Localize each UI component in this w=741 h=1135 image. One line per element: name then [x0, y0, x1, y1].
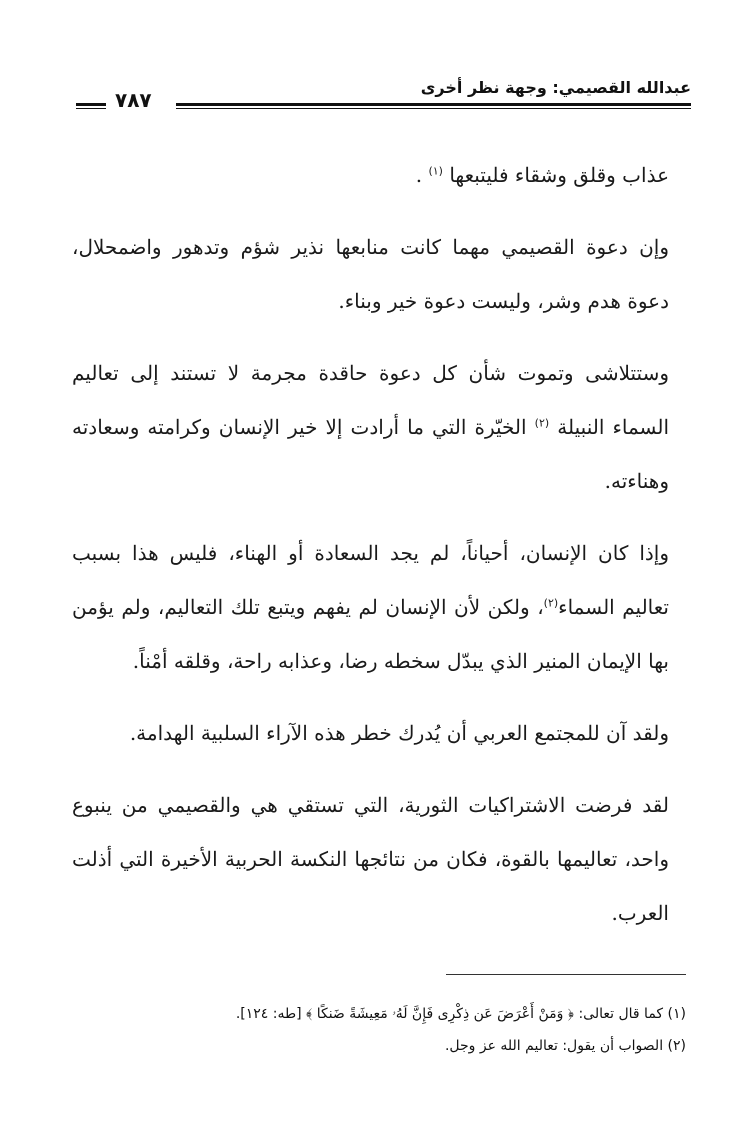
paragraph-4-after: ، ولكن لأن الإنسان لم يفهم ويتبع تلك التعاليم، ولم يؤمن بها الإيمان المنير الذي يبدّل سخطه رضا، وعذابه راحة، وقلقه أمْناً. [72, 595, 669, 673]
footnote-marker-1: (١) [428, 164, 443, 178]
paragraph-3-before: وستتلاشى وتموت شأن كل دعوة حاقدة مجرمة لا تستند إلى تعاليم السماء النبيلة [72, 361, 670, 439]
footnote-separator [446, 974, 686, 975]
paragraph-3-after: الخيّرة التي ما أرادت إلا خير الإنسان وكرامته وسعادته وهناءته. [72, 415, 669, 493]
footnote-marker-2: (٢) [534, 416, 550, 430]
body-text [72, 148, 669, 958]
paragraph-1-tail: . [415, 163, 423, 187]
paragraph-4 [72, 526, 669, 688]
footnote-2: (٢) الصواب أن يقول: تعاليم الله عز وجل. [444, 1038, 686, 1054]
paragraph-3 [72, 346, 669, 508]
paragraph-6: لقد فرضت الاشتراكيات الثورية، التي تستقي هي والقصيمي من ينبوع واحد، تعاليمها بالقوة، فكان من نتائجها النكسة الحربية الأخيرة التي أذلت العرب. [72, 793, 669, 925]
footnotes [72, 998, 686, 1062]
footnote-marker-2b: (٢) [543, 596, 559, 610]
paragraph-2: وإن دعوة القصيمي مهما كانت منابعها نذير شؤم وتدهور واضمحلال، دعوة هدم وشر، وليست دعوة خير وبناء. [72, 235, 669, 313]
page-number: ٧٨٧ [115, 88, 152, 112]
footnote-1: (١) كما قال تعالى: ﴿ وَمَنْ أَعْرَضَ عَن ذِكْرِى فَإِنَّ لَهُۥ مَعِيشَةً ضَنكًا ﴾ [طه: ١٢٤]. [235, 1006, 686, 1022]
paragraph-5: ولقد آن للمجتمع العربي أن يُدرك خطر هذه الآراء السلبية الهدامة. [129, 721, 669, 745]
paragraph-1-text: عذاب وقلق وشقاء فليتبعها [449, 163, 669, 187]
page-number-rule [76, 103, 106, 109]
paragraph-4-before: وإذا كان الإنسان، أحياناً، لم يجد السعادة أو الهناء، فليس هذا بسبب تعاليم السماء [72, 541, 669, 619]
header-rule [176, 103, 691, 109]
paragraph-1 [72, 148, 669, 202]
running-header-title: عبدالله القصيمي: وجهة نظر أخرى [420, 78, 691, 97]
